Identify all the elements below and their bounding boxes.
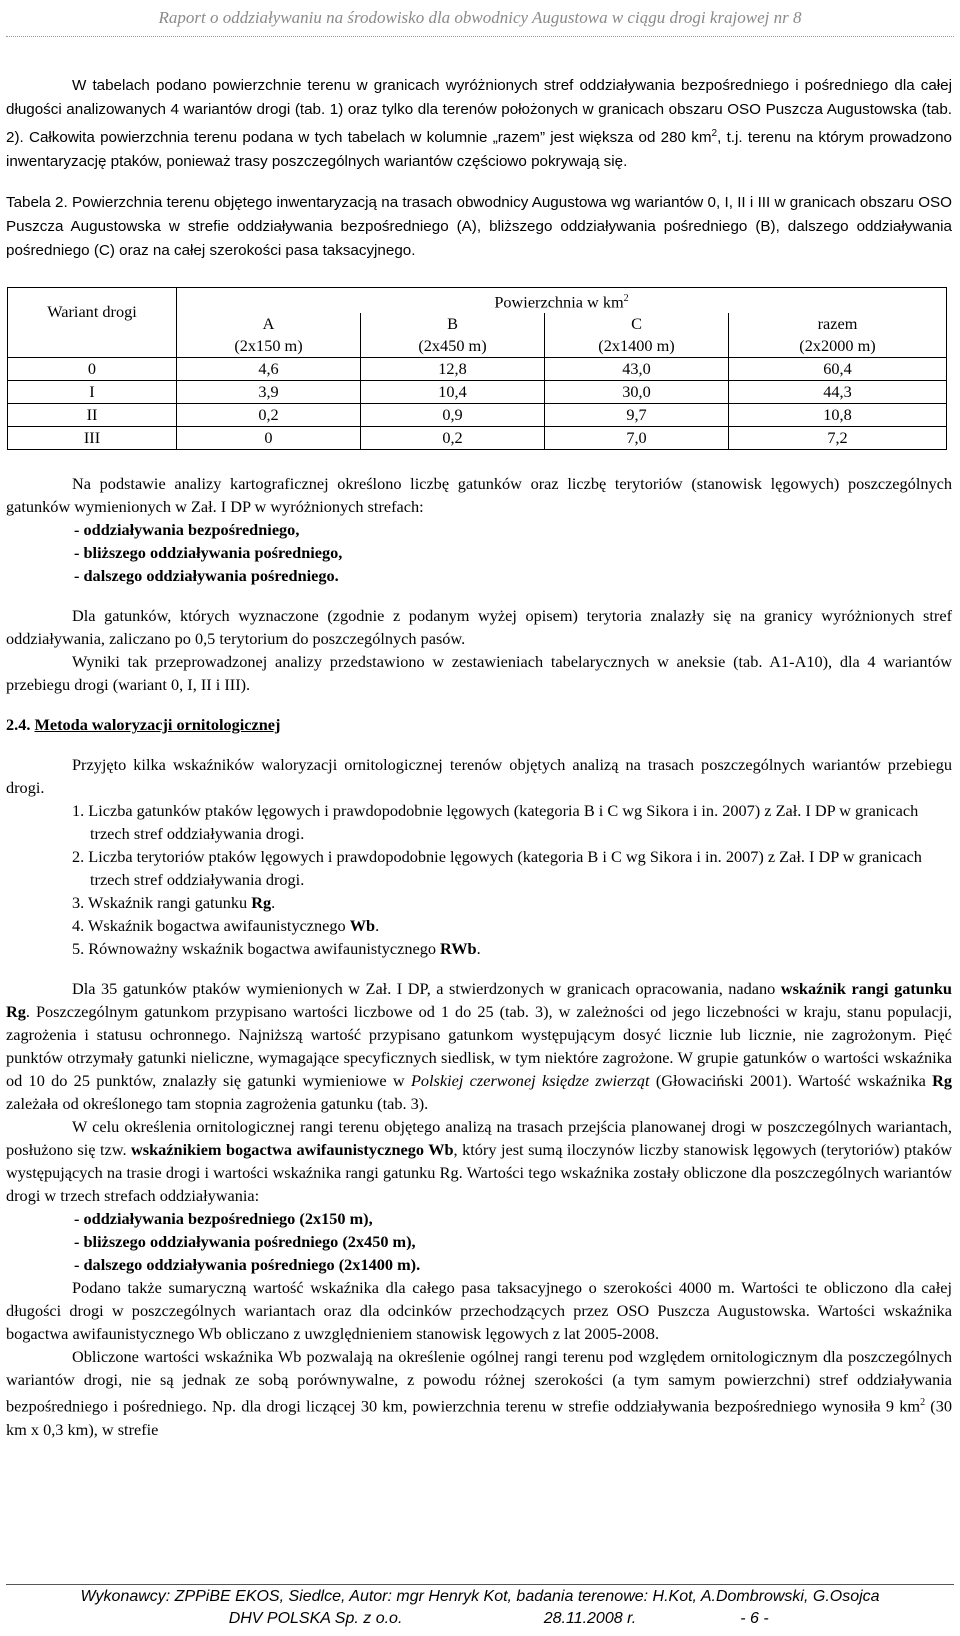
- row-label: II: [8, 404, 177, 427]
- table-row: [8, 381, 947, 404]
- list-item: - oddziaływania bezpośredniego,: [74, 520, 300, 540]
- col-sub-razem: (2x2000 m): [729, 335, 947, 358]
- cell-razem: 44,3: [729, 381, 947, 404]
- cell-a: 3,9: [177, 381, 361, 404]
- col-header-c: C: [545, 313, 729, 335]
- list-item: - bliższego oddziaływania pośredniego,: [74, 543, 343, 563]
- table-row: [8, 358, 947, 381]
- list-item: 2. Liczba terytoriów ptaków lęgowych i prawdopodobnie lęgowych (kategoria B i C wg Sikora i in. 2007) z Zał. I DP w granicach trzech stref oddziaływania drogi.: [72, 847, 922, 890]
- indicator-list: [6, 799, 952, 960]
- section-title: Metoda waloryzacji ornitologicznej: [34, 715, 281, 735]
- cell-b: 10,4: [361, 381, 545, 404]
- area-table: [7, 287, 947, 450]
- cell-razem: 60,4: [729, 358, 947, 381]
- table-row: [8, 404, 947, 427]
- row-label: I: [8, 381, 177, 404]
- list-item: - dalszego oddziaływania pośredniego (2x1400 m).: [74, 1255, 421, 1275]
- results-paragraph: Wyniki tak przeprowadzonej analizy przedstawiono w zestawieniach tabelarycznych w aneksie (tab. A1-A10), dla 4 wariantów przebiegu drogi (wariant 0, I, II i III).: [6, 652, 952, 695]
- cell-a: 0,2: [177, 404, 361, 427]
- col-header-razem: razem: [729, 313, 947, 335]
- list-item: - oddziaływania bezpośredniego (2x150 m),: [74, 1209, 373, 1229]
- table-row: [8, 427, 947, 450]
- method-intro: Przyjęto kilka wskaźników waloryzacji ornitologicznej terenów objętych analizą na trasach poszczególnych wariantów przebiegu drogi.: [6, 755, 952, 798]
- rank-paragraph: Dla 35 gatunków ptaków wymienionych w Zał. I DP, a stwierdzonych w granicach opracowania, nadano wskaźnik rangi gatunku Rg. Poszczególnym gatunkom przypisano wartości liczbowe od 1 do 25 (tab. 3), w zależności od jego liczebności w kraju, stanu populacji, zagrożenia i statusu ochronnego. Najniższą wartość przypisano gatunkom występującym dosyć licznie lub licznie, nie zagrożonym. Pięć punktów otrzymały gatunki nieliczne, wymagające specyficznych siedlisk, w tym niektóre zagrożone. W grupie gatunków o wartości wskaźnika od 10 do 25 punktów, znalazły się gatunki wymieniowe w Polskiej czerwonej księdze zwierząt (Głowaciński 2001). Wartość wskaźnika Rg zależała od określonego tam stopnia zagrożenia gatunku (tab. 3).: [6, 979, 953, 1114]
- cell-b: 12,8: [361, 358, 545, 381]
- row-header-cell: Wariant drogi: [8, 288, 177, 336]
- zone-width-list: [6, 1207, 952, 1276]
- section-heading: 2.4. Metoda waloryzacji ornitologicznej: [6, 715, 281, 735]
- footer-date: 28.11.2008 r.: [543, 1610, 637, 1627]
- group-header-cell: Powierzchnia w $km^2$: [177, 288, 947, 314]
- analysis-paragraph: Na podstawie analizy kartograficznej określono liczbę gatunków oraz liczbę terytoriów (stanowisk lęgowych) poszczególnych gatunków wymienionych w Zał. I DP w wyróżnionych strefach:: [6, 474, 952, 517]
- col-sub-b: (2x450 m): [361, 335, 545, 358]
- list-item: 1. Liczba gatunków ptaków lęgowych i prawdopodobnie lęgowych (kategoria B i C wg Sikora i in. 2007) z Zał. I DP w granicach trzech stref oddziaływania drogi.: [72, 801, 919, 844]
- list-item: 4. Wskaźnik bogactwa awifaunistycznego Wb.: [72, 916, 380, 936]
- summary-paragraph: Podano także sumaryczną wartość wskaźnika dla całego pasa taksacyjnego o szerokości 4000 m. Wartości te obliczono dla całej długości drogi w poszczególnych wariantach oraz dla odcinków przechodzących przez OSO Puszcza Augustowska. Wartości wskaźnika bogactwa awifaunistycznego Wb obliczano z uwzględnieniem stanowisk lęgowych z lat 2005-2008.: [6, 1278, 952, 1344]
- cell-c: 9,7: [545, 404, 729, 427]
- zone-list: [6, 518, 952, 587]
- cell-b: 0,2: [361, 427, 545, 450]
- footer-authors: Wykonawcy: ZPPiBE EKOS, Siedlce, Autor: mgr Henryk Kot, badania terenowe: H.Kot, A.Dombrowski, G.Osojca: [80, 1588, 880, 1605]
- intro-sup: 2: [711, 128, 718, 139]
- row-label: III: [8, 427, 177, 450]
- cell-c: 7,0: [545, 427, 729, 450]
- list-item: 5. Równoważny wskaźnik bogactwa awifaunistycznego RWb.: [72, 939, 481, 959]
- table-header-row-3: [8, 335, 947, 358]
- intro-paragraph: [6, 74, 952, 174]
- header-divider: [6, 36, 954, 37]
- col-header-a: A: [177, 313, 361, 335]
- page-footer: [0, 1586, 960, 1630]
- cell-a: 4,6: [177, 358, 361, 381]
- footer-company: DHV POLSKA Sp. z o.o.: [228, 1610, 403, 1627]
- list-item: - dalszego oddziaływania pośredniego.: [74, 566, 339, 586]
- territory-paragraph: Dla gatunków, których wyznaczone (zgodnie z podanym wyżej opisem) terytoria znalazły się na granicy wyróżnionych stref oddziaływania, zaliczano po 0,5 terytorium do poszczególnych pasów.: [6, 606, 952, 649]
- footer-divider: [6, 1584, 954, 1585]
- cell-a: 0: [177, 427, 361, 450]
- intro-text-2: , t.j. terenu na którym prowadzono inwentaryzację ptaków, ponieważ trasy poszczególnych wariantów częściowo pokrywają się.: [6, 129, 952, 171]
- col-sub-c: (2x1400 m): [545, 335, 729, 358]
- col-header-b: B: [361, 313, 545, 335]
- running-header: Raport o oddziaływaniu na środowisko dla obwodnicy Augustowa w ciągu drogi krajowej nr 8: [158, 8, 802, 27]
- table-header-row-1: [8, 288, 947, 314]
- table-caption: Tabela 2. Powierzchnia terenu objętego inwentaryzacją na trasach obwodnicy Augustowa wg wariantów 0, I, II i III w granicach obszaru OSO Puszcza Augustowska w strefie oddziaływania bezpośredniego (A), bliższego oddziaływania pośredniego (B), dalszego oddziaływania pośredniego (C) oraz na całej szerokości pasa taksacyjnego.: [6, 194, 952, 260]
- footer-page-number: - 6 -: [740, 1610, 769, 1627]
- row-label: 0: [8, 358, 177, 381]
- footer-meta: [0, 1608, 960, 1630]
- comparison-paragraph: Obliczone wartości wskaźnika Wb pozwalają na określenie ogólnej rangi terenu pod względem ornitologicznym dla poszczególnych wariantów drogi, nie są jednak ze sobą porównywalne, z powodu różnej szerokości (a tym samym powierzchni) stref oddziaływania bezpośredniego i pośredniego. Np. dla drogi liczącej 30 km, powierzchnia terenu w strefie oddziaływania bezpośredniego wynosiła 9 $km^2$ (30 km x 0,3 km), w strefie: [6, 1347, 952, 1439]
- cell-c: 30,0: [545, 381, 729, 404]
- row-header-spacer: [8, 335, 177, 358]
- list-item: 3. Wskaźnik rangi gatunku Rg.: [72, 893, 276, 913]
- wealth-paragraph: W celu określenia ornitologicznej rangi terenu objętego analizą na trasach przejścia planowanej drogi w poszczególnych wariantach, posłużono się tzw. wskaźnikiem bogactwa awifaunistycznego Wb, który jest sumą iloczynów liczby stanowisk lęgowych (terytoriów) ptaków występujących na trasie drogi i wartości wskaźnika rangi gatunku Rg. Wartości tego wskaźnika zostały obliczone dla poszczególnych wariantów drogi w trzech strefach oddziaływania:: [6, 1117, 952, 1206]
- col-sub-a: (2x150 m): [177, 335, 361, 358]
- cell-b: 0,9: [361, 404, 545, 427]
- cell-razem: 10,8: [729, 404, 947, 427]
- cell-razem: 7,2: [729, 427, 947, 450]
- intro-text-1: W tabelach podano powierzchnie terenu w granicach wyróżnionych stref oddziaływania bezpośredniego i pośredniego dla całej długości analizowanych 4 wariantów drogi (tab. 1) oraz tylko dla terenów położonych w granicach obszaru OSO Puszcza Augustowska (tab. 2). Całkowita powierzchnia terenu podana w tych tabelach w kolumnie „razem” jest większa od 280 km: [6, 77, 952, 147]
- list-item: - bliższego oddziaływania pośredniego (2x450 m),: [74, 1232, 416, 1252]
- cell-c: 43,0: [545, 358, 729, 381]
- page-content: [6, 74, 952, 1441]
